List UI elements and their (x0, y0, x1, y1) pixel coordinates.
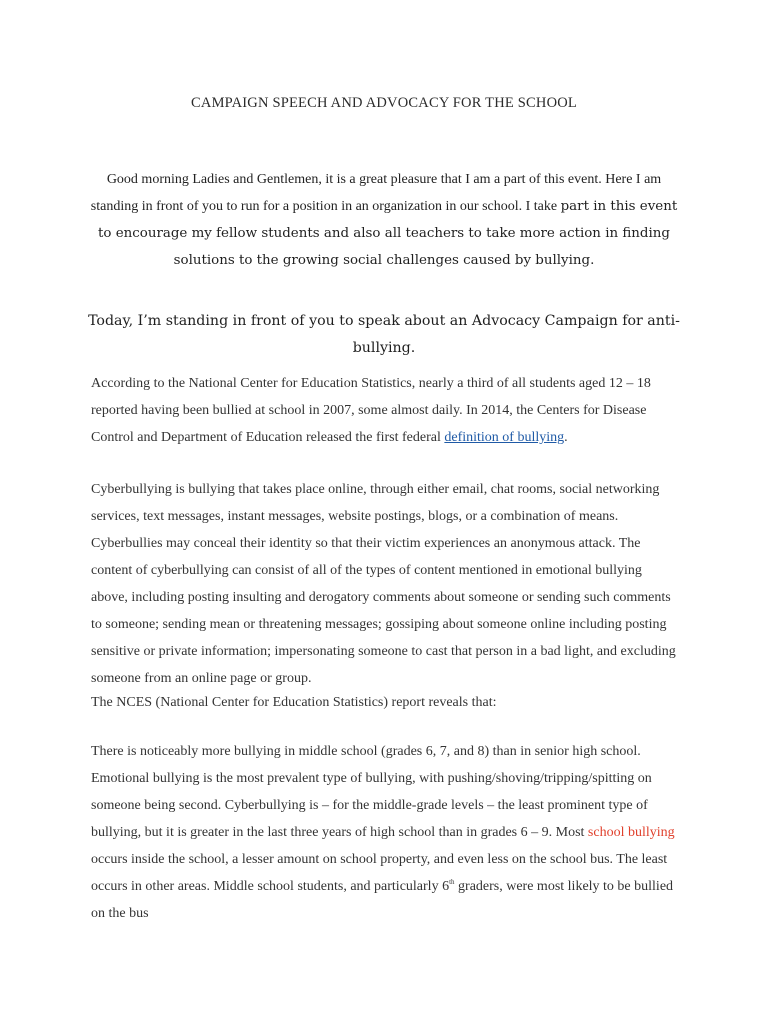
statistics-end: . (564, 430, 568, 445)
today-paragraph: Today, I’m standing in front of you to speak about an Advocacy Campaign for anti-bullying. (88, 313, 680, 356)
statistics-text: According to the National Center for Education Statistics, nearly a third of all students aged 12 – 18 reported having been bullied at school in 2007, some almost daily. In 2014, the Centers for Disease Control and Department of Education released the first federal (91, 376, 651, 445)
statistics-paragraph (91, 370, 681, 451)
school-bullying-highlight: school bullying (587, 825, 675, 840)
intro-line-1: Good morning Ladies and Gentlemen, it is a great pleasure that I am a part of this event. Here I am standing in front of you to run for a position in an organization in our school. I take (90, 172, 662, 214)
document-title: CAMPAIGN SPEECH AND ADVOCACY FOR THE SCHOOL (191, 95, 577, 111)
middle-school-paragraph (91, 738, 681, 927)
ordinal-suffix: th (449, 878, 455, 886)
cyberbullying-paragraph: Cyberbullying is bullying that takes place online, through either email, chat rooms, social networking services, text messages, instant messages, website postings, blogs, or a combination of means. Cyberbullies may conceal their identity so that their victim experiences an anonymous attack. The content of cyberbullying can consist of all of the types of content mentioned in emotional bullying above, including posting insulting and derogatory comments about someone or sending such comments to someone; sending mean or threatening messages; gossiping about someone online including posting sensitive or private information; impersonating someone to cast that person in a bad light, and excluding someone from an online page or group. (91, 482, 676, 686)
nces-paragraph: The NCES (National Center for Education Statistics) report reveals that: (91, 695, 497, 710)
intro-line-2: part in this event to encourage my fellow students and also all teachers to take more action in finding solutions to the growing social challenges caused by bullying. (98, 199, 678, 268)
middle-text-a: There is noticeably more bullying in middle school (grades 6, 7, and 8) than in senior high school. Emotional bullying is the most prevalent type of bullying, with pushing/shoving/tripping/spitting on someone being second. Cyberbullying is – for the middle-grade levels – the least prominent type of bullying, but it is greater in the last three years of high school than in grades 6 – 9. Most (91, 744, 652, 840)
intro-paragraph (88, 166, 680, 274)
definition-of-bullying-link[interactable]: definition of bullying (444, 430, 565, 445)
middle-text-b: occurs inside the school, a lesser amount on school property, and even less on the school bus. The least occurs in other areas. Middle school students, and particularly 6 (91, 852, 668, 894)
middle-text-c: graders, were most likely to be bullied on the bus (91, 879, 674, 921)
